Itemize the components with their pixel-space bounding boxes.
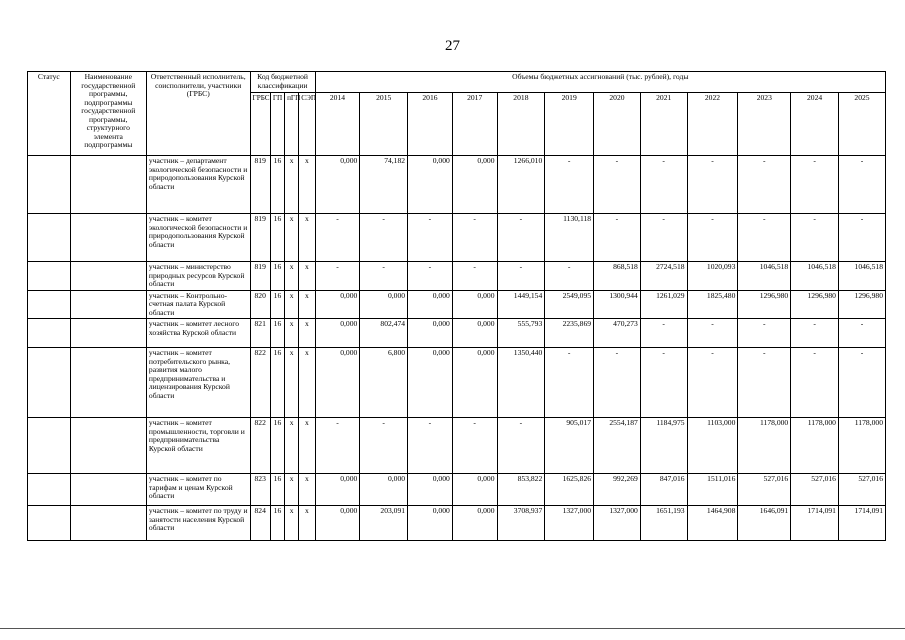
header-status: Статус	[28, 72, 71, 156]
value-cell: -	[452, 262, 497, 291]
value-cell: 0,000	[408, 506, 453, 541]
value-cell: 0,000	[408, 348, 453, 418]
value-cell: -	[640, 214, 687, 262]
value-cell: 1184,975	[640, 418, 687, 474]
value-cell: 1178,000	[791, 418, 839, 474]
value-cell: 1178,000	[738, 418, 791, 474]
sep-cell: х	[299, 319, 315, 348]
value-cell: 0,000	[315, 506, 360, 541]
value-cell: 0,000	[360, 474, 408, 506]
value-cell: -	[838, 319, 885, 348]
value-cell: 1714,091	[791, 506, 839, 541]
program-cell	[70, 214, 146, 262]
pgp-cell: х	[285, 262, 299, 291]
gp-cell: 16	[270, 262, 284, 291]
value-cell: 2724,518	[640, 262, 687, 291]
value-cell: -	[594, 348, 641, 418]
sep-cell: х	[299, 348, 315, 418]
value-cell: -	[687, 348, 738, 418]
value-cell: -	[497, 262, 545, 291]
value-cell: 3708,937	[497, 506, 545, 541]
value-cell: 868,518	[594, 262, 641, 291]
header-year: 2017	[452, 93, 497, 156]
executor-cell: участник – комитет лесного хозяйства Курской области	[146, 319, 250, 348]
value-cell: 1350,440	[497, 348, 545, 418]
value-cell: -	[408, 214, 453, 262]
value-cell: 1625,826	[545, 474, 594, 506]
program-cell	[70, 262, 146, 291]
value-cell: 74,182	[360, 156, 408, 214]
program-cell	[70, 474, 146, 506]
value-cell: 555,793	[497, 319, 545, 348]
value-cell: 1046,518	[791, 262, 839, 291]
header-grbs: ГРБС	[250, 93, 270, 156]
value-cell: 0,000	[408, 156, 453, 214]
value-cell: -	[738, 214, 791, 262]
program-cell	[70, 418, 146, 474]
grbs-cell: 819	[250, 262, 270, 291]
sep-cell: х	[299, 156, 315, 214]
value-cell: 203,091	[360, 506, 408, 541]
gp-cell: 16	[270, 348, 284, 418]
value-cell: -	[594, 156, 641, 214]
sep-cell: х	[299, 290, 315, 319]
value-cell: 0,000	[452, 348, 497, 418]
pgp-cell: х	[285, 156, 299, 214]
header-row	[28, 72, 886, 93]
pgp-cell: х	[285, 506, 299, 541]
header-year: 2014	[315, 93, 360, 156]
value-cell: 1296,980	[838, 290, 885, 319]
status-cell	[28, 156, 71, 214]
program-cell	[70, 290, 146, 319]
header-year: 2020	[594, 93, 641, 156]
value-cell: 802,474	[360, 319, 408, 348]
value-cell: -	[360, 214, 408, 262]
value-cell: 0,000	[408, 290, 453, 319]
value-cell: -	[545, 156, 594, 214]
status-cell	[28, 506, 71, 541]
table-row	[28, 506, 886, 541]
value-cell: 0,000	[315, 290, 360, 319]
header-year: 2025	[838, 93, 885, 156]
status-cell	[28, 262, 71, 291]
header-year: 2016	[408, 93, 453, 156]
value-cell: -	[408, 418, 453, 474]
value-cell: 470,273	[594, 319, 641, 348]
table-row	[28, 156, 886, 214]
page-bottom-edge	[0, 628, 905, 629]
value-cell: 2554,187	[594, 418, 641, 474]
pgp-cell: х	[285, 348, 299, 418]
executor-cell: участник – департамент экологической безопасности и природопользования Курской области	[146, 156, 250, 214]
table-row	[28, 348, 886, 418]
budget-table	[27, 71, 886, 541]
value-cell: 1296,980	[738, 290, 791, 319]
value-cell: 0,000	[452, 506, 497, 541]
value-cell: 1178,000	[838, 418, 885, 474]
header-year: 2019	[545, 93, 594, 156]
table-row	[28, 214, 886, 262]
value-cell: 0,000	[452, 290, 497, 319]
value-cell: -	[687, 156, 738, 214]
grbs-cell: 823	[250, 474, 270, 506]
table-body	[28, 156, 886, 541]
value-cell: -	[545, 262, 594, 291]
pgp-cell: х	[285, 418, 299, 474]
value-cell: 1651,193	[640, 506, 687, 541]
program-cell	[70, 156, 146, 214]
gp-cell: 16	[270, 156, 284, 214]
value-cell: 1449,154	[497, 290, 545, 319]
value-cell: 1327,000	[545, 506, 594, 541]
executor-cell: участник – комитет по труду и занятости населения Курской области	[146, 506, 250, 541]
value-cell: -	[791, 156, 839, 214]
value-cell: -	[640, 156, 687, 214]
value-cell: -	[315, 418, 360, 474]
value-cell: -	[452, 418, 497, 474]
value-cell: 0,000	[408, 319, 453, 348]
header-budget-code: Код бюджетной классификации	[250, 72, 315, 93]
value-cell: 527,016	[838, 474, 885, 506]
value-cell: 0,000	[315, 156, 360, 214]
value-cell: 1511,016	[687, 474, 738, 506]
table-row	[28, 474, 886, 506]
grbs-cell: 820	[250, 290, 270, 319]
grbs-cell: 822	[250, 348, 270, 418]
value-cell: -	[838, 156, 885, 214]
gp-cell: 16	[270, 474, 284, 506]
table-row	[28, 418, 886, 474]
header-year: 2023	[738, 93, 791, 156]
value-cell: -	[594, 214, 641, 262]
pgp-cell: х	[285, 214, 299, 262]
pgp-cell: х	[285, 319, 299, 348]
value-cell: 905,017	[545, 418, 594, 474]
executor-cell: участник – министерство природных ресурсов Курской области	[146, 262, 250, 291]
value-cell: -	[545, 348, 594, 418]
pgp-cell: х	[285, 290, 299, 319]
header-executor: Ответственный исполнитель, соисполнители, участники (ГРБС)	[146, 72, 250, 156]
sep-cell: х	[299, 418, 315, 474]
value-cell: -	[360, 262, 408, 291]
header-allocations: Объемы бюджетных ассигнований (тыс. рублей), годы	[315, 72, 885, 93]
header-year: 2022	[687, 93, 738, 156]
value-cell: 1261,029	[640, 290, 687, 319]
value-cell: 1046,518	[838, 262, 885, 291]
value-cell: 0,000	[315, 348, 360, 418]
header-program-name: Наименование государственной программы, подпрограммы государственной программы, структурного элемента подпрограммы	[70, 72, 146, 156]
value-cell: 847,016	[640, 474, 687, 506]
gp-cell: 16	[270, 319, 284, 348]
executor-cell: участник – комитет по тарифам и ценам Курской области	[146, 474, 250, 506]
value-cell: 992,269	[594, 474, 641, 506]
value-cell: 1020,093	[687, 262, 738, 291]
grbs-cell: 821	[250, 319, 270, 348]
value-cell: -	[738, 156, 791, 214]
executor-cell: участник – комитет экологической безопасности и природопользования Курской области	[146, 214, 250, 262]
grbs-cell: 824	[250, 506, 270, 541]
program-cell	[70, 506, 146, 541]
value-cell: 1300,944	[594, 290, 641, 319]
table-row	[28, 319, 886, 348]
value-cell: 527,016	[738, 474, 791, 506]
header-sep: СЭП	[299, 93, 315, 156]
value-cell: 1825,480	[687, 290, 738, 319]
value-cell: 1327,000	[594, 506, 641, 541]
gp-cell: 16	[270, 506, 284, 541]
value-cell: 0,000	[408, 474, 453, 506]
page-number: 27	[445, 38, 460, 54]
value-cell: -	[497, 418, 545, 474]
header-year: 2024	[791, 93, 839, 156]
value-cell: 853,822	[497, 474, 545, 506]
value-cell: 0,000	[315, 474, 360, 506]
value-cell: 0,000	[452, 156, 497, 214]
value-cell: -	[640, 319, 687, 348]
value-cell: 1046,518	[738, 262, 791, 291]
header-gp: ГП	[270, 93, 284, 156]
value-cell: 527,016	[791, 474, 839, 506]
value-cell: 1296,980	[791, 290, 839, 319]
value-cell: -	[497, 214, 545, 262]
value-cell: 2549,095	[545, 290, 594, 319]
pgp-cell: х	[285, 474, 299, 506]
header-year: 2021	[640, 93, 687, 156]
gp-cell: 16	[270, 418, 284, 474]
value-cell: 0,000	[315, 319, 360, 348]
value-cell: -	[640, 348, 687, 418]
header-year: 2015	[360, 93, 408, 156]
value-cell: -	[408, 262, 453, 291]
value-cell: 0,000	[452, 319, 497, 348]
value-cell: -	[687, 214, 738, 262]
value-cell: -	[791, 214, 839, 262]
table-row	[28, 262, 886, 291]
value-cell: 1266,010	[497, 156, 545, 214]
value-cell: 6,800	[360, 348, 408, 418]
sep-cell: х	[299, 474, 315, 506]
status-cell	[28, 348, 71, 418]
program-cell	[70, 348, 146, 418]
value-cell: -	[315, 262, 360, 291]
gp-cell: 16	[270, 214, 284, 262]
value-cell: 2235,869	[545, 319, 594, 348]
grbs-cell: 819	[250, 214, 270, 262]
executor-cell: участник – Контрольно-счетная палата Курской области	[146, 290, 250, 319]
value-cell: -	[687, 319, 738, 348]
value-cell: -	[315, 214, 360, 262]
value-cell: 1464,908	[687, 506, 738, 541]
value-cell: -	[452, 214, 497, 262]
executor-cell: участник – комитет потребительского рынка, развития малого предпринимательства и лицензирования Курской области	[146, 348, 250, 418]
header-pgp: пГП	[285, 93, 299, 156]
status-cell	[28, 290, 71, 319]
value-cell: -	[838, 348, 885, 418]
grbs-cell: 819	[250, 156, 270, 214]
value-cell: -	[791, 348, 839, 418]
status-cell	[28, 474, 71, 506]
status-cell	[28, 214, 71, 262]
gp-cell: 16	[270, 290, 284, 319]
status-cell	[28, 319, 71, 348]
value-cell: 1714,091	[838, 506, 885, 541]
status-cell	[28, 418, 71, 474]
value-cell: -	[738, 348, 791, 418]
value-cell: -	[738, 319, 791, 348]
sep-cell: х	[299, 506, 315, 541]
table-row	[28, 290, 886, 319]
value-cell: 0,000	[360, 290, 408, 319]
value-cell: -	[791, 319, 839, 348]
value-cell: 1646,091	[738, 506, 791, 541]
value-cell: 0,000	[452, 474, 497, 506]
value-cell: 1103,000	[687, 418, 738, 474]
program-cell	[70, 319, 146, 348]
executor-cell: участник – комитет промышленности, торговли и предпринимательства Курской области	[146, 418, 250, 474]
sep-cell: х	[299, 214, 315, 262]
value-cell: -	[360, 418, 408, 474]
grbs-cell: 822	[250, 418, 270, 474]
value-cell: 1130,118	[545, 214, 594, 262]
value-cell: -	[838, 214, 885, 262]
sep-cell: х	[299, 262, 315, 291]
header-year: 2018	[497, 93, 545, 156]
